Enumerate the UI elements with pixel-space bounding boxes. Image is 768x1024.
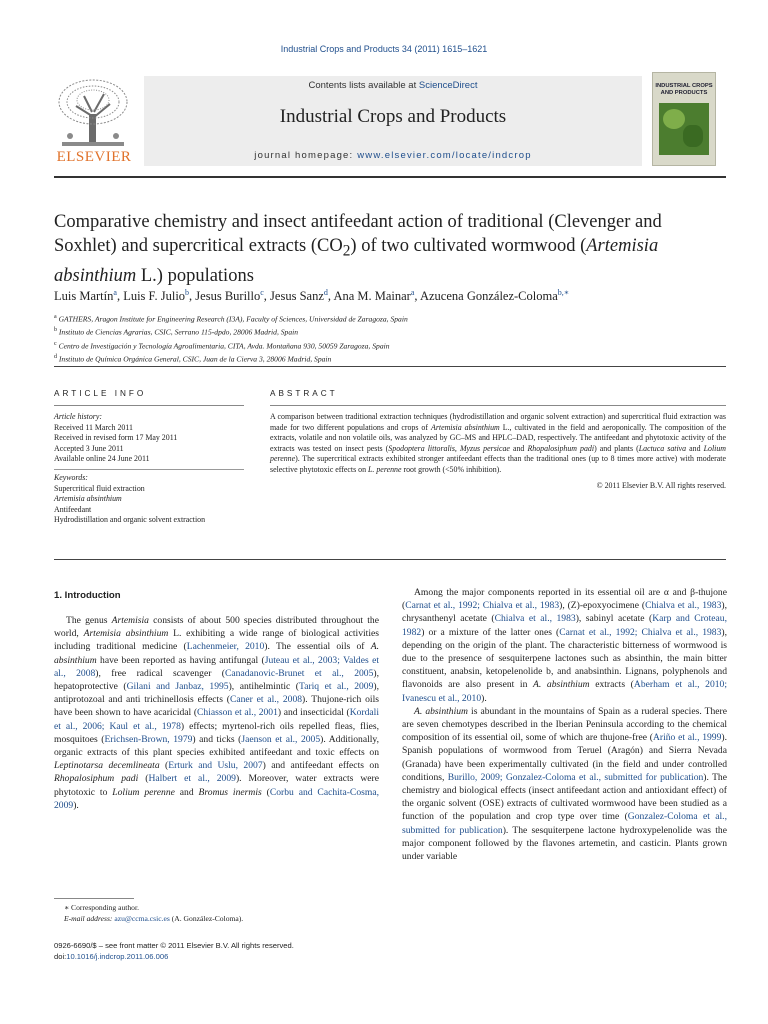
article-info xyxy=(54,412,244,526)
text-run: ), free radical scavenger ( xyxy=(95,667,225,679)
abstract-run: ) and plants ( xyxy=(594,443,639,453)
text-run: ). The sesquiterpene lactone hydroxypelenolide was the major component followed by the flavones artemetin, and casticin. Plants grown under variable xyxy=(402,824,727,863)
article-info-rule xyxy=(54,405,244,406)
homepage-label: journal homepage: xyxy=(254,150,358,161)
citation-link[interactable]: Kordali et al., 2006; Kaul et al., 1978 xyxy=(54,707,379,732)
text-run: Among the major components reported in its essential oil are α and β-thujone ( xyxy=(402,587,727,612)
elsevier-tree-icon xyxy=(52,76,134,150)
doi-link[interactable]: 10.1016/j.indcrop.2011.06.006 xyxy=(66,952,169,961)
elsevier-wordmark: ELSEVIER xyxy=(56,149,132,165)
species-name: A. absinthium xyxy=(54,641,379,666)
introduction-heading: 1. Introduction xyxy=(54,590,121,601)
abstract-heading: ABSTRACT xyxy=(270,389,338,398)
abstract-body xyxy=(270,412,726,476)
abstract-species: Artemisia absinthium xyxy=(431,422,500,432)
text-run: ). The essential oils of xyxy=(264,641,371,653)
species-name: Lolium perenne xyxy=(112,786,175,798)
intro-paragraph-1 xyxy=(54,614,379,812)
citation-link[interactable]: Karp and Croteau, 1982 xyxy=(402,613,727,638)
citation-link[interactable]: Aberham et al., 2010; Ivanescu et al., 2010 xyxy=(402,679,727,704)
abstract-end-rule xyxy=(54,559,726,560)
title-subscript: 2 xyxy=(342,242,351,260)
corresponding-author: ∗ Corresponding author. xyxy=(64,903,139,912)
citation-link[interactable]: Burillo, 2009; Gonzalez-Coloma et al., submitted for publication xyxy=(447,771,704,783)
contents-line xyxy=(144,80,642,91)
citation-link[interactable]: Tariq et al., 2009 xyxy=(299,681,374,693)
abstract-species: Lolium perenne xyxy=(270,443,726,464)
sciencedirect-link[interactable]: ScienceDirect xyxy=(418,80,478,91)
affiliation-mark: b xyxy=(54,327,57,334)
author-affiliation-mark[interactable]: b,∗ xyxy=(557,288,570,297)
citation-link[interactable]: Juteau et al., 2003; Valdes et al., 2008 xyxy=(54,654,379,679)
journal-masthead xyxy=(52,76,716,166)
cover-image-detail xyxy=(683,125,703,147)
article-info-heading: ARTICLE INFO xyxy=(54,389,147,398)
abstract-copyright: © 2011 Elsevier B.V. All rights reserved. xyxy=(596,480,726,490)
text-run: ( xyxy=(261,786,270,798)
text-run: have been reported as having antifungal ( xyxy=(96,654,265,666)
affiliation xyxy=(54,339,724,352)
title-text: ) of two cultivated wormwood ( xyxy=(350,236,587,256)
text-run: ), (Z)-epoxyocimene ( xyxy=(559,600,646,612)
affiliation-rule xyxy=(54,366,726,367)
text-run: L. exhibiting a wide range of biological activities including traditional medicine ( xyxy=(54,628,379,653)
history-item: Accepted 3 June 2011 xyxy=(54,443,124,453)
abstract-run: root growth (<50% inhibition). xyxy=(401,464,502,474)
citation-link[interactable]: Gilani and Janbaz, 1995 xyxy=(126,681,229,693)
text-run: ( xyxy=(159,760,169,772)
keyword: Artemisia absinthium xyxy=(54,494,122,504)
history-list xyxy=(54,423,244,465)
keyword: Hydrodistillation and organic solvent extraction xyxy=(54,515,206,525)
title-text: Comparative chemistry and insect antifeedant action of traditional (Clevenger and Soxhlet) and supercritical extracts (CO xyxy=(54,212,662,256)
history-item: Received in revised form 17 May 2011 xyxy=(54,433,178,443)
author-name[interactable]: Luis Martín xyxy=(54,289,114,304)
citation-link[interactable]: Lachenmeier, 2010 xyxy=(186,641,265,653)
text-run: ), antiprotozoal and anti trichinellosis effects ( xyxy=(54,681,379,706)
text-run: consists of about 500 species distributed throughout the world, xyxy=(54,615,379,640)
abstract-run: and xyxy=(686,443,704,453)
keywords-label: Keywords: xyxy=(54,472,88,482)
citation-link[interactable]: Carnat et al., 1992; Chialva et al., 1983 xyxy=(405,600,560,612)
info-divider xyxy=(54,469,244,470)
citation-link[interactable]: Ariño et al., 1999 xyxy=(652,732,722,744)
author-name[interactable]: Jesus Burillo xyxy=(195,289,261,304)
abstract-run: A comparison between traditional extraction techniques (hydrodistillation and organic solvent extraction) and supercritical fluid extraction was made for two different populations and crops of xyxy=(270,412,726,432)
species-name: Artemisia xyxy=(111,615,149,626)
author-name[interactable]: Azucena González-Coloma xyxy=(419,289,558,304)
article-title xyxy=(54,210,724,288)
cover-image-detail xyxy=(663,109,685,129)
citation-link[interactable]: Halbert et al., 2009 xyxy=(148,773,236,785)
author-name[interactable]: Ana M. Mainar xyxy=(333,289,411,304)
email-label: E-mail address: xyxy=(64,913,115,923)
citation-link[interactable]: Gonzalez-Coloma et al., submitted for publication xyxy=(402,811,727,836)
abstract-species: Lactuca sativa xyxy=(638,443,687,453)
abstract-species: Spodoptera littoralis, Myzus persicae xyxy=(388,443,510,453)
author-name[interactable]: Jesus Sanz xyxy=(270,289,324,304)
affiliation xyxy=(54,325,724,338)
affiliation-list xyxy=(54,312,724,365)
journal-cover[interactable] xyxy=(652,72,716,166)
species-name: Artemisia absinthium xyxy=(83,628,169,640)
homepage-link[interactable]: www.elsevier.com/locate/indcrop xyxy=(357,150,532,161)
author-affiliation-mark[interactable]: a xyxy=(410,288,415,297)
abstract-species: L. perenne xyxy=(368,464,402,474)
text-run: ) effects; myrtenol-rich oils repelled fleas, flies, mosquitoes ( xyxy=(54,720,379,745)
abstract-text xyxy=(270,412,726,491)
email-line xyxy=(54,914,379,925)
history-item: Available online 24 June 2011 xyxy=(54,454,150,464)
text-run: ) and ticks ( xyxy=(192,733,242,745)
species-name: Bromus inermis xyxy=(198,786,262,798)
text-run: ), antihelmintic ( xyxy=(228,681,299,693)
author-name[interactable]: Luis F. Julio xyxy=(123,289,186,304)
citation-link[interactable]: Chiasson et al., 2001 xyxy=(197,707,278,719)
history-item: Received 11 March 2011 xyxy=(54,422,133,432)
affiliation xyxy=(54,312,724,325)
abstract-rule xyxy=(270,405,726,406)
front-matter xyxy=(54,940,379,962)
citation-link[interactable]: Chialva et al., 1983 xyxy=(645,600,722,612)
text-run: ), hepatoprotective ( xyxy=(54,667,379,693)
text-run: ), depending on the origin of the plant. The characteristic bitterness of wormwood is due to the presence of sesquiterpene lactones such as absinthin, the main bitter constituent, anabsin, ketopelenolide b, and anabsinthin. Lignans, polyphenols and flavonoids are also present in xyxy=(402,626,727,691)
doi-label: doi: xyxy=(54,952,67,961)
footnote xyxy=(54,903,379,924)
species-name: A. absinthium xyxy=(533,679,590,691)
author-affiliation-mark[interactable]: b xyxy=(185,288,190,297)
abstract-run: and xyxy=(509,443,528,453)
affiliation-text: Instituto de Ciencias Agrarias, CSIC, Serrano 115-dpdo, 28006 Madrid, Spain xyxy=(58,327,299,337)
author-affiliation-mark[interactable]: d xyxy=(323,288,328,297)
text-run: ) and insecticidal ( xyxy=(277,707,350,719)
text-run: extracts ( xyxy=(589,679,634,691)
text-run: ) and antifeedant effects on xyxy=(262,760,379,772)
email-link[interactable]: azu@ccma.csic.es xyxy=(114,913,170,923)
title-species: Artemisia absinthium xyxy=(54,236,659,286)
intro-paragraph-2 xyxy=(402,586,727,705)
species-name: A. absinthium xyxy=(414,705,468,717)
citation-link[interactable]: Carnat et al., 1992; Chialva et al., 1983 xyxy=(559,626,722,638)
citation-link[interactable]: Corbu and Cachita-Cosma, 2009 xyxy=(54,786,379,811)
keywords-list xyxy=(54,484,244,526)
text-run: ). xyxy=(481,692,487,704)
cover-title: INDUSTRIAL CROPS AND PRODUCTS xyxy=(655,83,713,96)
text-run: ). Additionally, organic extracts of this plant species exhibited antifeedant and toxic effects on xyxy=(54,733,379,759)
section-heading xyxy=(54,589,379,611)
journal-homepage xyxy=(144,150,642,161)
text-run: is abundant in the mountains of Spain as a ruderal species. There are seven chemotypes described in the Iberian Peninsula according to the chemical composition of its essential oil, some of which are thujone-free ( xyxy=(402,705,727,744)
contents-prefix: Contents lists available at xyxy=(308,80,419,91)
issn-line: 0926-6690/$ – see front matter © 2011 Elsevier B.V. All rights reserved. xyxy=(54,941,294,950)
citation-link[interactable]: Caner et al., 2008 xyxy=(229,694,303,706)
affiliation-text: Instituto de Química Orgánica General, CSIC, Juan de la Cierva 3, 28006 Madrid, Spain xyxy=(58,354,332,364)
history-label: Article history: xyxy=(54,412,102,421)
affiliation-text: GATHERS, Aragon Institute for Engineering Research (I3A), Faculty of Sciences, Universidad de Zaragoza, Spain xyxy=(58,314,408,324)
citation-link[interactable]: Erturk and Uslu, 2007 xyxy=(168,760,263,772)
citation-link[interactable]: Canadanovic-Brunet et al., 2005 xyxy=(225,667,374,679)
text-run: ( xyxy=(138,773,149,785)
species-name: Rhopalosiphum padi xyxy=(54,773,139,785)
body-column-right xyxy=(402,586,727,863)
text-run: ). Moreover, water extracts were phytotoxic to xyxy=(54,773,380,798)
abstract-species: Rhopalosiphum padi xyxy=(527,443,595,453)
affiliation-mark: a xyxy=(54,314,57,320)
abstract-run: ). The supercritical extracts exhibited stronger antifeedant effects than the traditional ones (up to 8 times more active) with moderate selective phytotoxic effects on xyxy=(270,454,726,474)
author-list: Luis Martín$^a$, Luis F. Julio$^b$, Jesus Burillo$^c$, Jesus Sanz$^d$, Ana M. Mainar$^a$, Azucena González-Coloma$^{b,∗}$ xyxy=(54,288,570,304)
text-run: ). Thujone-rich oils have been shown to have acaricidal ( xyxy=(54,694,379,719)
affiliation-mark: c xyxy=(54,340,57,347)
text-run: The genus xyxy=(66,615,112,626)
affiliation-mark: d xyxy=(54,353,57,360)
elsevier-logo[interactable] xyxy=(52,76,134,166)
citation-link[interactable]: Jaenson et al., 2005 xyxy=(241,733,321,745)
text-run: ). xyxy=(73,799,79,811)
journal-title: Industrial Crops and Products xyxy=(279,106,507,127)
text-run: ) or a mixture of the latter ones ( xyxy=(421,626,560,638)
affiliation-text: Centro de Investigación y Tecnología Agroalimentaria, CITA, Avda. Montañana 930, 50059 Zaragoza, Spain xyxy=(58,341,390,351)
abstract-run: L., cultivated in the field and aeroponically. The composition of the extracts, volatile and non volatile oils, was analyzed by GC–MS and HPLC–DAD, respectively. The antifeedant and phytotoxic activity of the extracts was tested on insect pests ( xyxy=(270,422,726,453)
doi-line xyxy=(54,951,379,962)
text-run: ). The chemistry and biological effects (insect antifeedant action and antioxidant effect) of the organic solvent (OSE) extracts of cultivated wormwood have been studied as a function of the population and crop type over time ( xyxy=(402,771,727,823)
email-owner: (A. González-Coloma). xyxy=(169,913,244,923)
keyword: Antifeedant xyxy=(54,504,92,514)
intro-paragraph-3 xyxy=(402,705,727,863)
body-column-left xyxy=(54,614,379,812)
author-affiliation-mark[interactable]: a xyxy=(113,288,117,297)
text-run: ). Spanish populations of wormwood from Teruel (Aragón) and Sierra Nevada (Granada) have been experimentally cultivated (in the field and under controlled conditions, xyxy=(402,732,727,783)
text-run: and xyxy=(174,786,199,798)
citation-link[interactable]: Chialva et al., 1983 xyxy=(494,613,576,625)
masthead-band xyxy=(144,76,642,166)
title-text: L.) populations xyxy=(136,265,254,286)
text-run: ), sabinyl acetate ( xyxy=(575,613,653,625)
header-rule xyxy=(54,176,726,178)
footnote-rule xyxy=(54,898,134,899)
affiliation xyxy=(54,352,724,365)
citation-link[interactable]: Erichsen-Brown, 1979 xyxy=(104,733,193,745)
journal-reference[interactable]: Industrial Crops and Products 34 (2011) 1615–1621 xyxy=(280,44,488,54)
species-name: Leptinotarsa decemlineata xyxy=(54,760,160,772)
author-affiliation-mark[interactable]: c xyxy=(260,288,264,297)
text-run: ), chrysanthenyl acetate ( xyxy=(402,600,727,625)
keyword: Supercritical fluid extraction xyxy=(54,483,145,493)
